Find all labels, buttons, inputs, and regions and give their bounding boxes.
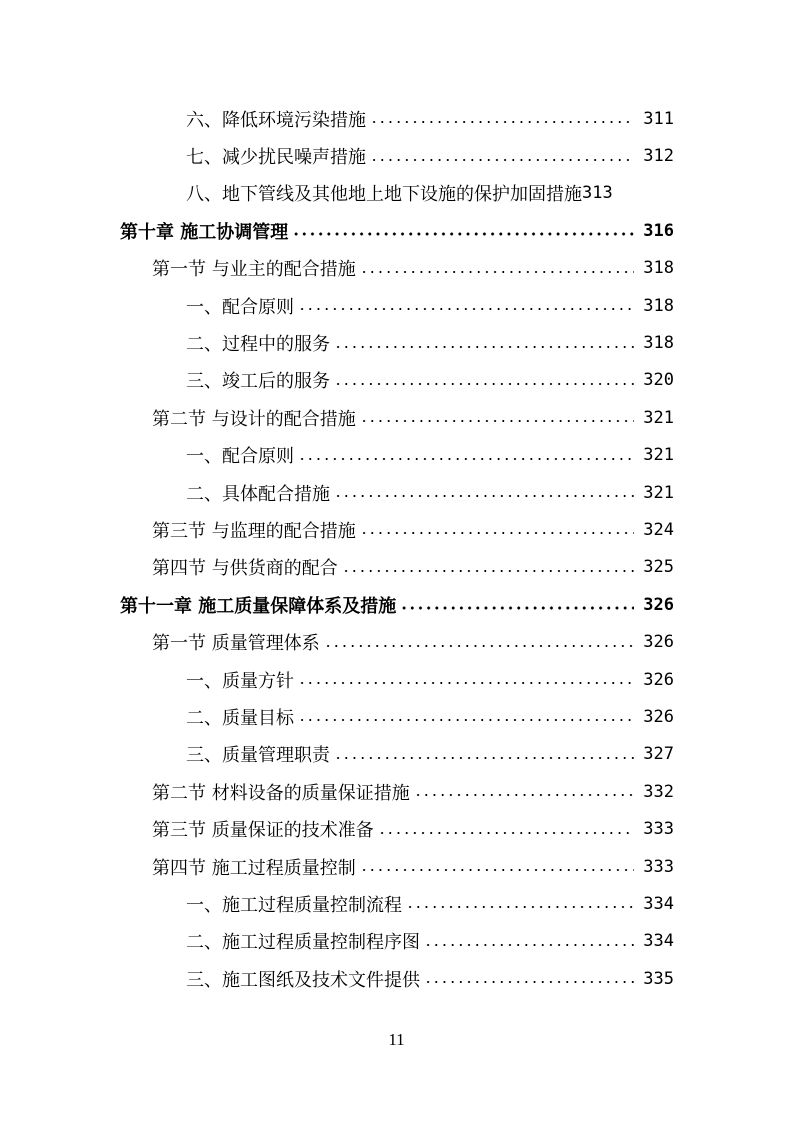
toc-entry[interactable] — [0, 923, 793, 960]
toc-dot-leader — [360, 408, 634, 428]
toc-entry-title: 三、质量管理职责 — [186, 745, 330, 767]
toc-dot-leader — [360, 520, 634, 540]
toc-dot-leader — [424, 931, 634, 951]
toc-entry[interactable] — [0, 623, 793, 660]
toc-entry[interactable] — [0, 960, 793, 997]
toc-dot-leader — [334, 371, 634, 391]
toc-entry[interactable] — [0, 736, 793, 773]
toc-entry-page: 318 — [643, 333, 674, 354]
toc-entry-page: 320 — [643, 370, 674, 391]
toc-dot-leader — [360, 857, 634, 877]
toc-entry[interactable] — [0, 848, 793, 885]
toc-entry-page: 318 — [643, 258, 674, 279]
table-of-contents — [0, 100, 793, 997]
toc-entry-title: 六、降低环境污染措施 — [186, 109, 366, 131]
toc-entry-page: 321 — [643, 407, 674, 428]
toc-dot-leader — [298, 707, 634, 727]
toc-entry-title: 一、配合原则 — [186, 446, 294, 468]
toc-entry[interactable] — [0, 885, 793, 922]
toc-entry-title: 第一节 质量管理体系 — [152, 633, 320, 655]
toc-dot-leader — [400, 595, 634, 615]
toc-entry[interactable] — [0, 586, 793, 623]
toc-dot-leader — [370, 109, 634, 129]
toc-entry-page: 335 — [643, 968, 674, 989]
toc-entry[interactable] — [0, 810, 793, 847]
toc-entry[interactable] — [0, 175, 793, 212]
toc-entry-page: 326 — [643, 594, 674, 615]
toc-entry-title: 第十一章 施工质量保障体系及措施 — [120, 595, 397, 617]
toc-entry[interactable] — [0, 287, 793, 324]
toc-entry[interactable] — [0, 474, 793, 511]
toc-entry-title: 第二节 材料设备的质量保证措施 — [152, 782, 410, 804]
toc-entry-title: 第四节 与供货商的配合 — [152, 558, 338, 580]
toc-entry-page: 318 — [643, 295, 674, 316]
toc-dot-leader — [334, 333, 634, 353]
toc-entry[interactable] — [0, 661, 793, 698]
toc-entry-title: 一、配合原则 — [186, 296, 294, 318]
toc-dot-leader — [370, 146, 634, 166]
toc-dot-leader — [298, 296, 634, 316]
toc-entry[interactable] — [0, 137, 793, 174]
toc-entry-page: 326 — [643, 632, 674, 653]
toc-entry-title: 二、质量目标 — [186, 707, 294, 729]
page-number: 11 — [388, 1030, 405, 1049]
toc-entry[interactable] — [0, 773, 793, 810]
toc-entry-title: 七、减少扰民噪声措施 — [186, 147, 366, 169]
toc-entry-title: 一、质量方针 — [186, 670, 294, 692]
toc-entry[interactable] — [0, 399, 793, 436]
toc-entry-page: 326 — [643, 706, 674, 727]
toc-dot-leader — [334, 744, 634, 764]
toc-entry-page: 333 — [643, 819, 674, 840]
toc-entry-page: 332 — [643, 781, 674, 802]
toc-entry-page: 325 — [643, 557, 674, 578]
toc-entry[interactable] — [0, 362, 793, 399]
toc-entry[interactable] — [0, 324, 793, 361]
toc-entry-title: 二、施工过程质量控制程序图 — [186, 932, 420, 954]
toc-entry-page: 316 — [643, 220, 674, 241]
toc-entry-page: 326 — [643, 669, 674, 690]
toc-entry-page: 327 — [643, 744, 674, 765]
toc-entry[interactable] — [0, 437, 793, 474]
toc-entry-page: 321 — [643, 445, 674, 466]
toc-entry[interactable] — [0, 698, 793, 735]
toc-entry[interactable] — [0, 511, 793, 548]
toc-dot-leader — [334, 483, 634, 503]
toc-entry-title: 二、具体配合措施 — [186, 483, 330, 505]
toc-dot-leader — [298, 670, 634, 690]
toc-dot-leader — [406, 894, 634, 914]
toc-entry-title: 第三节 质量保证的技术准备 — [152, 820, 374, 842]
toc-entry-page: 321 — [643, 482, 674, 503]
toc-dot-leader — [298, 445, 634, 465]
toc-dot-leader — [360, 258, 634, 278]
toc-entry-title: 第一节 与业主的配合措施 — [152, 259, 356, 281]
toc-entry-title: 第十章 施工协调管理 — [120, 221, 289, 243]
toc-entry-title: 三、施工图纸及技术文件提供 — [186, 969, 420, 991]
toc-entry[interactable] — [0, 250, 793, 287]
toc-entry-title: 二、过程中的服务 — [186, 334, 330, 356]
toc-entry-page: 334 — [643, 893, 674, 914]
toc-dot-leader — [378, 819, 634, 839]
toc-entry-page: 324 — [643, 519, 674, 540]
toc-entry-title: 三、竣工后的服务 — [186, 371, 330, 393]
toc-entry-title: 第三节 与监理的配合措施 — [152, 520, 356, 542]
toc-entry-page: 311 — [643, 108, 674, 129]
toc-dot-leader — [342, 557, 634, 577]
toc-dot-leader — [324, 632, 634, 652]
toc-dot-leader — [414, 782, 634, 802]
toc-entry-title: 第四节 施工过程质量控制 — [152, 857, 356, 879]
toc-entry-page: 312 — [643, 146, 674, 167]
toc-entry-title: 八、地下管线及其他地上地下设施的保护加固措施 — [186, 184, 582, 206]
toc-dot-leader — [424, 969, 634, 989]
toc-entry-page: 313 — [582, 183, 613, 204]
toc-entry[interactable] — [0, 549, 793, 586]
toc-entry-title: 第二节 与设计的配合措施 — [152, 408, 356, 430]
toc-entry-page: 334 — [643, 931, 674, 952]
toc-entry[interactable] — [0, 100, 793, 137]
toc-entry[interactable] — [0, 212, 793, 249]
toc-entry-title: 一、施工过程质量控制流程 — [186, 894, 402, 916]
toc-entry-page: 333 — [643, 856, 674, 877]
toc-dot-leader — [292, 221, 634, 241]
